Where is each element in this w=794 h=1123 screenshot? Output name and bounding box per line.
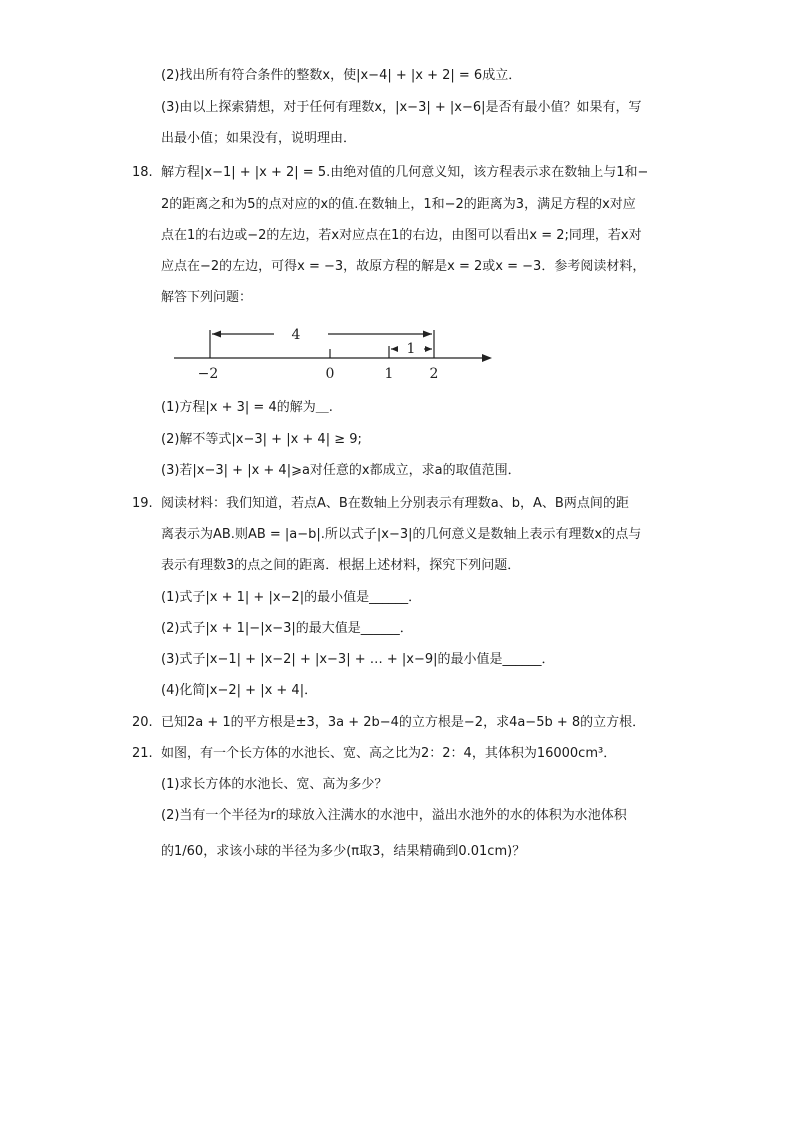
q21-number: 21.: [132, 746, 153, 761]
number-line-figure: [170, 322, 500, 384]
q19-line-1: 阅读材料：我们知道，若点A、B在数轴上分别表示有理数a、b，A、B两点间的距: [161, 496, 629, 511]
tick-label-2: 2: [429, 366, 439, 382]
span-4-right-arrow-icon: [423, 331, 432, 338]
span-4-label: 4: [291, 327, 301, 343]
span-1-label: 1: [406, 341, 416, 357]
q18-part3: (3)若|x−3| + |x + 4|⩾a对任意的x都成立，求a的取值范围．: [161, 463, 521, 478]
q18-line-3: 点在1的右边或−2的左边，若x对应点在1的右边，由图可以看出x = 2;同理，若x对: [161, 228, 642, 243]
axis-arrow-icon: [482, 354, 492, 362]
span-4-left-arrow-icon: [212, 331, 221, 338]
q19-line-2: 离表示为AB.则AB = |a−b|.所以式子|x−3|的几何意义是数轴上表示有理数x的点与: [161, 527, 642, 542]
q18-line-5: 解答下列问题：: [161, 290, 253, 305]
q18-part1: (1)方程|x + 3| = 4的解为＿.: [161, 400, 333, 415]
q20-text: 已知2a + 1的平方根是±3，3a + 2b−4的立方根是−2，求4a−5b + 8的立方根．: [161, 715, 646, 730]
q19-line-3: 表示有理数3的点之间的距离．根据上述材料，探究下列问题．: [161, 558, 521, 573]
q18-number: 18.: [132, 165, 153, 180]
span-1-left-arrow-icon: [391, 346, 398, 352]
q17-part2: (2)找出所有符合条件的整数x，使|x−4| + |x + 2| = 6成立．: [161, 68, 522, 83]
tick-label-0: 0: [325, 366, 335, 382]
tick-label-neg2: −2: [197, 366, 219, 382]
q18-line-1: 解方程|x−1| + |x + 2| = 5.由绝对值的几何意义知，该方程表示求在数轴上与1和−: [161, 165, 649, 180]
q21-text: 如图，有一个长方体的水池长、宽、高之比为2：2：4，其体积为16000cm³．: [161, 746, 617, 761]
q18-line-4: 应点在−2的左边，可得x = −3，故原方程的解是x = 2或x = −3．参考阅读材料，: [161, 259, 646, 274]
q17-part3-line2: 出最小值；如果没有，说明理由．: [161, 131, 357, 146]
q19-number: 19.: [132, 496, 153, 511]
q21-part2-line1: (2)当有一个半径为r的球放入注满水的水池中，溢出水池外的水的体积为水池体积: [161, 808, 627, 823]
q19-part3: (3)式子|x−1| + |x−2| + |x−3| + … + |x−9|的最小值是______．: [161, 652, 555, 667]
q19-part1: (1)式子|x + 1| + |x−2|的最小值是______．: [161, 590, 422, 605]
q21-part2-line2: 的1/60，求该小球的半径为多少(π取3，结果精确到0.01cm)？: [161, 844, 526, 859]
q19-part2: (2)式子|x + 1|−|x−3|的最大值是______．: [161, 621, 413, 636]
span-1-right-arrow-icon: [425, 346, 432, 352]
q18-part2: (2)解不等式|x−3| + |x + 4| ≥ 9;: [161, 432, 362, 447]
q21-part1: (1)求长方体的水池长、宽、高为多少？: [161, 777, 388, 792]
q18-line-2: 2的距离之和为5的点对应的x的值.在数轴上，1和−2的距离为3，满足方程的x对应: [161, 197, 636, 212]
tick-label-1: 1: [384, 366, 394, 382]
q17-part3-line1: (3)由以上探索猜想，对于任何有理数x，|x−3| + |x−6|是否有最小值？如果有，写: [161, 100, 642, 115]
q20-number: 20.: [132, 715, 153, 730]
q19-part4: (4)化简|x−2| + |x + 4|．: [161, 683, 318, 698]
